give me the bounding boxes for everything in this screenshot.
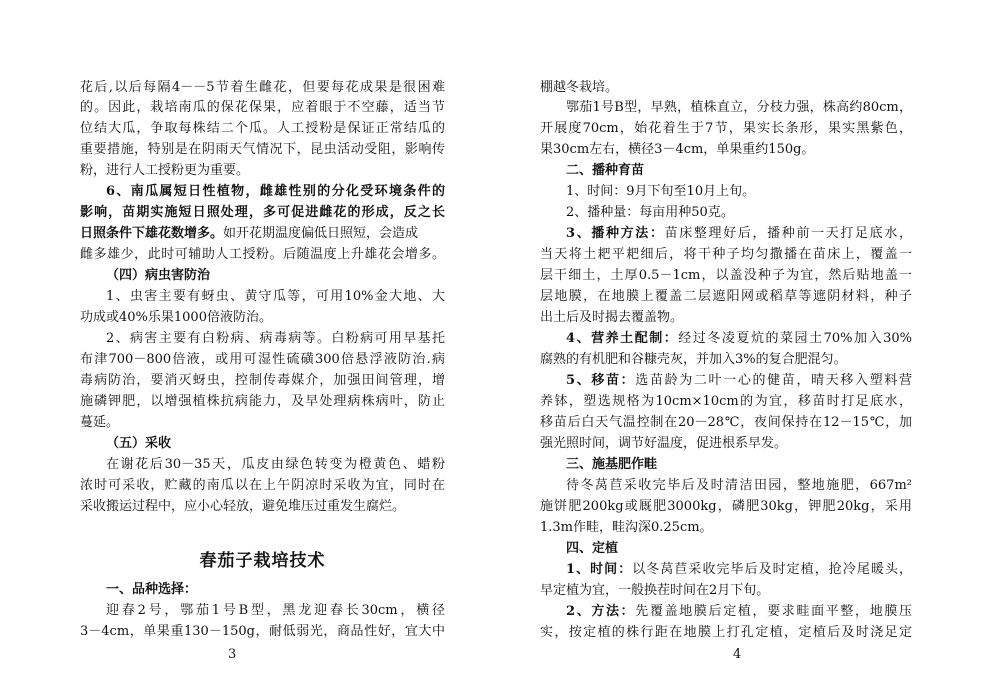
text-line: 2、病害主要有白粉病、病毒病等。白粉病可用早基托 [106,331,445,346]
text-span: 选苗龄为二叶一心的健苗，晴天移入塑料营 [635,373,912,388]
text-line: 1.3m作畦，畦沟深0.25cm。 [540,520,713,535]
text-line: 粉，进行人工授粉更为重要。 [80,163,250,178]
text-line: 花后,以后每隔4－－5节着生雌花，但要每花成果是很困难 [80,80,445,95]
text-line [540,602,912,621]
text-line: 布津700－800倍液，或用可湿性硫磺300倍悬浮液防治.病 [80,352,445,367]
text-line: 采收搬运过程中，应小心轻放，避免堆压过重发生腐烂。 [80,499,406,514]
section-heading: 二、播种育苗 [566,163,645,178]
text-line: 早定植为宜，一般换茬时间在2月下旬。 [540,583,770,598]
text-line: 雌多雄少，此时可辅助人工授粉。后随温度上升雄花会增多。 [80,247,445,262]
text-line: 2、播种量：每亩用种50克。 [566,205,734,220]
section-heading: 三、施基肥作畦 [566,457,658,472]
bold-text-span: 5、移苗： [566,373,636,388]
bold-text-line: 6、南瓜属短日性植物，雌雄性别的分化受环境条件的 [106,184,445,199]
page-number: 4 [733,647,742,662]
bold-text-line: 影响，苗期实施短日照处理，多可促进雌花的形成，反之长 [80,205,445,220]
text-line: 养钵，塑选规格为10cm×10cm的为宜，移苗时打足底水， [540,394,912,409]
bold-text-span: 1、时间： [566,562,633,577]
text-line: 移苗后白天气温控制在20－28℃，夜间保持在12－15℃，加 [540,415,912,430]
text-span: 如开花期温度偏低日照短，会造成 [223,226,419,241]
text-line: 1、虫害主要有蚜虫、黄守瓜等，可用10%金大地、大 [106,289,445,304]
text-line: 迎春2号，鄂茄1号B型，黑龙迎春长30cm，横径 [106,603,445,618]
section-heading: （五）采收 [106,436,172,451]
bold-text-span: 3、播种方法： [566,226,665,241]
text-line [540,329,912,348]
text-span: 苗床整理好后，播种前一天打足底水， [664,226,912,241]
section-heading: 一、品种选择： [106,582,198,597]
text-line: 施饼肥200kg或厩肥3000kg，磷肥30kg，钾肥20kg，采用 [540,499,912,514]
text-line: 蔓延。 [80,415,120,430]
text-line: 位结大瓜，争取每株结二个瓜。人工授粉是保证正常结瓜的 [80,121,445,136]
left-page [80,0,445,696]
article-title: 春茄子栽培技术 [199,551,326,571]
text-line: 层地膜，在地膜上覆盖二层遮阳网或稻草等遮阴材料，种子 [540,289,912,304]
bold-text-span: 2、方法： [566,604,636,619]
text-line: 的。因此，栽培南瓜的保花保果，应着眼于不空藤，适当节 [80,100,445,115]
text-line: 当天将土耙平耙细后，将干种子均匀撒播在苗床上，覆盖一 [540,247,912,262]
section-heading: （四）病虫害防治 [106,268,211,283]
text-line: 出土后及时揭去覆盖物。 [540,310,684,325]
text-line [540,560,912,579]
section-heading: 四、定植 [566,541,619,556]
text-line: 1、时间：9月下旬至10月上旬。 [566,184,756,199]
text-line: 棚越冬栽培。 [540,80,619,95]
page-number: 3 [228,647,237,662]
text-line: 腐熟的有机肥和谷糠壳灰，并加入3%的复合肥混匀。 [540,352,847,367]
bold-text-span: 日照条件下雄花数增多。 [80,226,224,241]
text-line: 重要措施，特别是在阴雨天气情况下，昆虫活动受阻，影响传 [80,142,445,157]
text-span: 先覆盖地膜后定植，要求畦面平整，地膜压 [635,604,912,619]
text-line [540,224,912,243]
bold-text-span: 4、营养土配制： [566,331,679,346]
text-line [80,224,445,243]
text-line: 浓时可采收，贮藏的南瓜以在上午阴凉时采收为宜，同时在 [80,478,445,493]
text-span: 以冬莴苣采收完毕后及时定植，抢冷尾暖头， [632,562,912,577]
text-line: 果30cm左右，横径3－4cm，单果重约150g。 [540,142,815,157]
text-line: 毒病防治，要消灭蚜虫，控制传毒媒介，加强田间管理，增 [80,373,445,388]
text-line: 开展度70cm，始花着生于7节，果实长条形，果实黑紫色， [540,121,912,136]
text-line: 功成或40%乐果1000倍液防治。 [80,310,272,325]
right-page [540,0,912,696]
text-line: 待冬莴苣采收完毕后及时清洁田园，整地施肥，667m² [566,478,912,493]
text-span: 经过冬凌夏炕的菜园土70%加入30% [678,331,912,346]
text-line: 3－4cm，单果重130－150g，耐低弱光，商品性好，宜大中 [80,624,445,639]
text-line: 层干细土，土厚0.5－1cm，以盖没种子为宜，然后贴地盖一 [540,268,912,283]
text-line: 实，按定植的株行距在地膜上打孔定植，定植后及时浇足定 [540,625,912,640]
text-line: 施磷钾肥，以增强植株抗病能力，及早处理病株病叶，防止 [80,394,445,409]
text-line [540,371,912,390]
text-line: 在谢花后30－35天，瓜皮由绿色转变为橙黄色、蜡粉 [106,457,445,472]
text-line: 鄂茄1号B型，早熟，植株直立，分枝力强，株高约80cm， [566,100,912,115]
text-line: 强光照时间，调节好温度，促进根系早发。 [540,436,788,451]
